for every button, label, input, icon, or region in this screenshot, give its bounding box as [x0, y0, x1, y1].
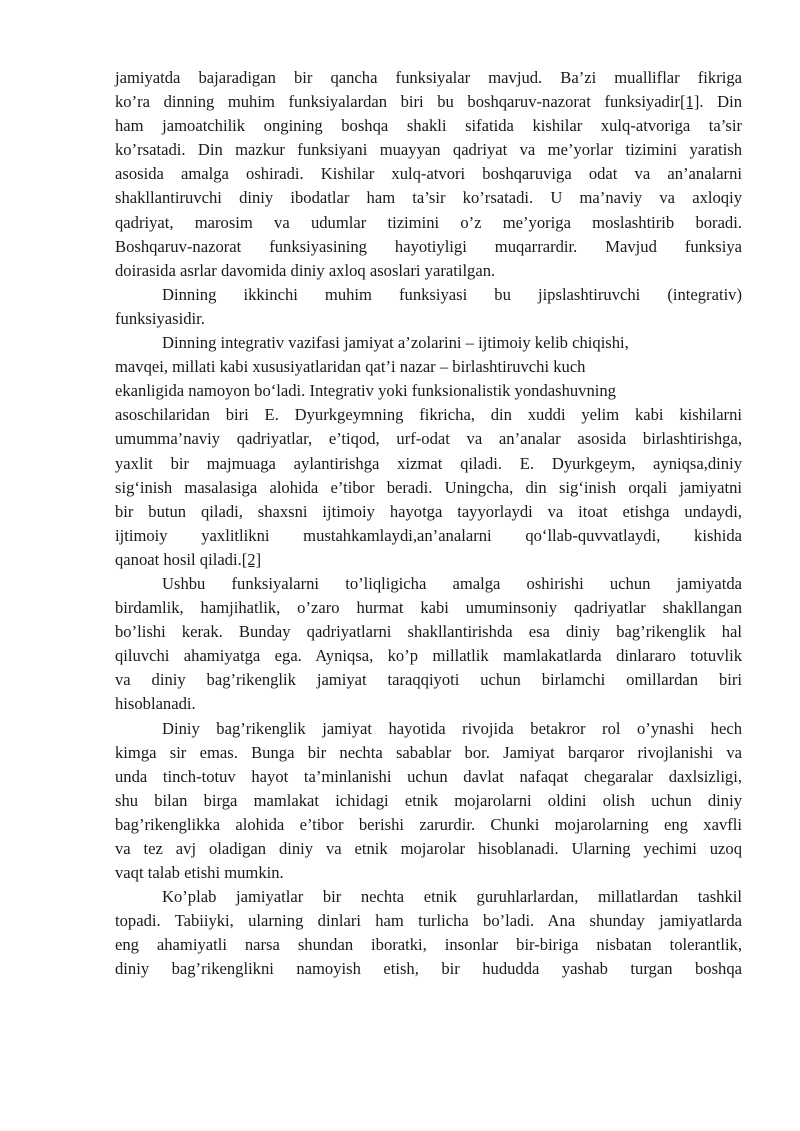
text-line: diniy bag’rikenglikni namoyish etish, bir hududda yashab turgan boshqa — [115, 959, 742, 979]
text-line: bo’lishi kerak. Bunday qadriyatlarni shakllantirishda esa diniy bag’rikenglik hal — [115, 622, 742, 642]
text-line: qadriyat, marosim va udumlar tizimini o’z me’yoriga moslashtirib boradi. — [115, 212, 742, 232]
paragraph — [115, 885, 742, 981]
footnote-link[interactable]: [1] — [680, 92, 700, 112]
text-line: Ko’plab jamiyatlar bir nechta etnik guruhlarlardan, millatlardan tashkil — [162, 887, 742, 907]
text-line: birdamlik, hamjihatlik, o’zaro hurmat kabi umuminsoniy qadriyatlar shakllangan — [115, 598, 742, 618]
paragraph — [115, 283, 742, 331]
document-page — [115, 66, 742, 982]
text-line: va diniy bag’rikenglik jamiyat taraqqiyoti uchun birlamchi omillardan biri — [115, 670, 742, 690]
text-line: Ushbu funksiyalarni to’liqligicha amalga oshirishi uchun jamiyatda — [162, 573, 742, 593]
footnote-link[interactable]: [2] — [241, 549, 262, 569]
text-line: funksiyasidir. — [115, 308, 205, 328]
text-line: eng ahamiyatli narsa shundan iboratki, insonlar bir-biriga nisbatan tolerantlik, — [115, 935, 742, 955]
text-line: qanoat hosil qiladi.[2] — [115, 549, 262, 569]
paragraph — [115, 331, 742, 572]
text-line: sig‘inish masalasiga alohida e’tibor beradi. Uningcha, din sig‘inish orqali jamiyatni — [115, 477, 742, 497]
text-line: ham jamoatchilik ongining boshqa shakli sifatida kishilar xulq-atvoriga ta’sir — [115, 116, 742, 136]
text-line: vaqt talab etishi mumkin. — [115, 863, 284, 883]
text-line: umumma’naviy qadriyatlar, e’tiqod, urf-odat va an’analar asosida birlashtirishga, — [115, 429, 742, 449]
text-line: va tez avj oladigan diniy va etnik mojarolar hisoblanadi. Ularning yechimi uzoq — [115, 839, 742, 858]
text-line: bag’rikenglikka alohida e’tibor berishi zarurdir. Chunki mojarolarning eng xavfli — [115, 814, 742, 834]
text-line: ijtimoiy yaxlitlikni mustahkamlaydi,an’analarni qo‘llab-quvvatlaydi, kishida — [115, 525, 742, 545]
text-line: ko’ra dinning muhim funksiyalardan biri bu boshqaruv-nazorat funksiyadir[1]. Din — [115, 92, 742, 112]
text-line: Dinning integrativ vazifasi jamiyat a’zolarini – ijtimoiy kelib chiqishi, — [162, 333, 629, 353]
text-line: shakllantiruvchi diniy ibodatlar ham ta’sir ko’rsatadi. U ma’naviy va axloqiy — [115, 188, 742, 208]
text-line: mavqei, millati kabi xususiyatlaridan qat’i nazar – birlashtiruvchi kuch — [115, 357, 586, 377]
text-line: asoschilaridan biri E. Dyurkgeymning fikricha, din xuddi yelim kabi kishilarni — [115, 405, 742, 425]
text-line: Diniy bag’rikenglik jamiyat hayotida rivojida betakror rol o’ynashi hech — [162, 718, 742, 738]
text-line: jamiyatda bajaradigan bir qancha funksiyalar mavjud. Ba’zi mualliflar fikriga — [115, 68, 742, 87]
text-line: qiluvchi ahamiyatga ega. Ayniqsa, ko’p millatlik mamlakatlarda dinlararo totuvlik — [115, 646, 742, 666]
text-line: shu bilan birga mamlakat ichidagi etnik mojarolarni oldini olish uchun diniy — [115, 790, 742, 810]
text-line: doirasida asrlar davomida diniy axloq asoslari yaratilgan. — [115, 260, 496, 280]
text-line: bir butun qiladi, shaxsni ijtimoiy hayotga tayyorlaydi va itoat etishga undaydi, — [115, 501, 742, 521]
text-line: ko’rsatadi. Din mazkur funksiyani muayyan qadriyat va me’yorlar tizimini yaratish — [115, 140, 742, 160]
text-line: kimga sir emas. Bunga bir nechta sabablar bor. Jamiyat barqaror rivojlanishi va — [115, 742, 742, 762]
text-line: topadi. Tabiiyki, ularning dinlari ham turlicha bo’ladi. Ana shunday jamiyatlarda — [115, 911, 742, 931]
text-line: asosida amalga oshiradi. Kishilar xulq-atvori boshqaruviga odat va an’analarni — [115, 164, 742, 184]
text-line: unda tinch-totuv hayot ta’minlanishi uchun davlat nafaqat chegaralar daxlsizligi, — [115, 766, 742, 786]
text-line: Boshqaruv-nazorat funksiyasining hayotiyligi muqarrardir. Mavjud funksiya — [115, 236, 742, 256]
text-line: ekanligida namoyon bo‘ladi. Integrativ yoki funksionalistik yondashuvning — [115, 381, 616, 401]
text-line: hisoblanadi. — [115, 694, 196, 714]
text-line: yaxlit bir majmuaga aylantirishga xizmat qiladi. E. Dyurkgeym, ayniqsa,diniy — [115, 453, 742, 473]
paragraph — [115, 66, 742, 283]
text-line: Dinning ikkinchi muhim funksiyasi bu jipslashtiruvchi (integrativ) — [162, 284, 742, 304]
paragraph — [115, 717, 742, 886]
paragraph — [115, 572, 742, 717]
